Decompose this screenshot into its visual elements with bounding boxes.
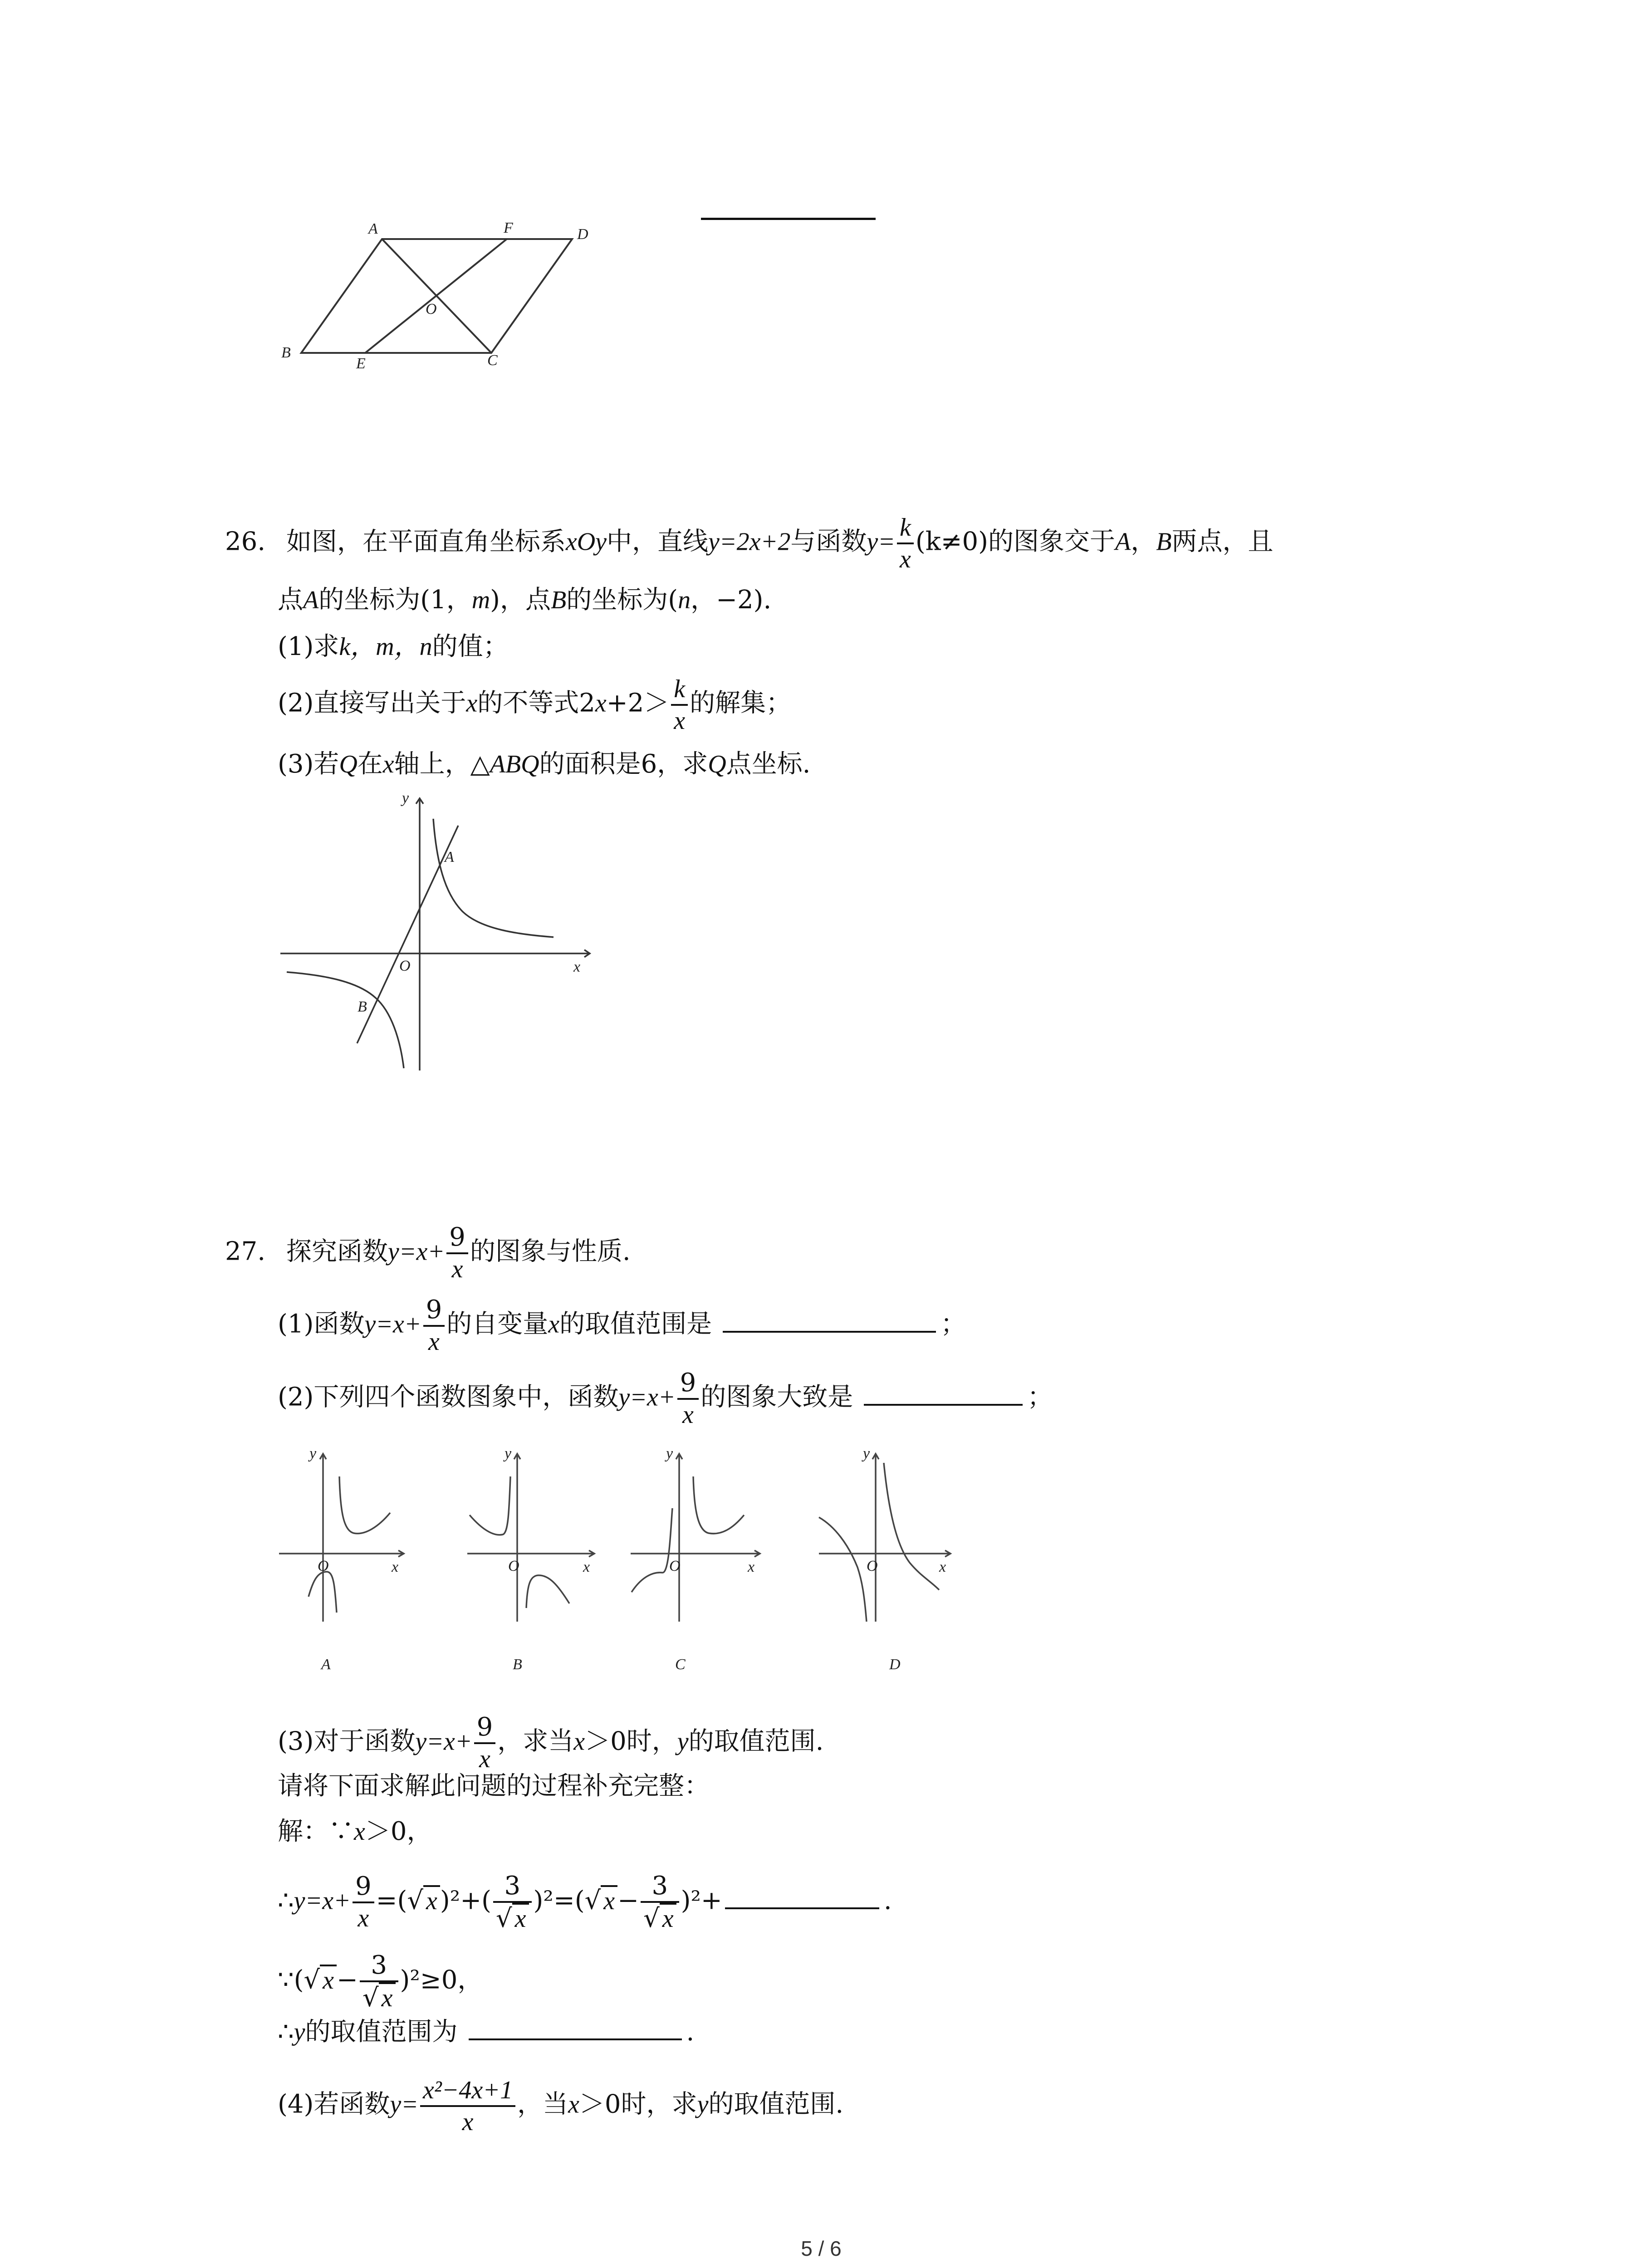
graph-a bbox=[279, 1454, 404, 1622]
graph-c-caption: C bbox=[675, 1656, 686, 1673]
label-o: O bbox=[426, 301, 437, 318]
label-f: F bbox=[504, 220, 513, 236]
q27-line1: 27. 探究函数y=x+ $\frac{9}{x}$ 的图象与性质. bbox=[225, 1222, 631, 1283]
graph-d-y-label: y bbox=[863, 1445, 870, 1462]
page-number: 5 / 6 bbox=[801, 2237, 842, 2260]
q26-ineq-fraction: $\frac{k}{x}$ bbox=[671, 674, 688, 736]
q26-part1: (1)求k，m，n的值； bbox=[278, 632, 509, 661]
q27-part3: (3)对于函数y=x+ $\frac{9}{x}$ ，求当x＞0时，y的取值范围. bbox=[278, 1712, 824, 1773]
q27-part1: (1)函数y=x+ $\frac{9}{x}$ 的自变量x的取值范围是 ； bbox=[278, 1295, 966, 1356]
q27-graphs bbox=[272, 1440, 971, 1685]
q26-point-b-label: B bbox=[358, 998, 367, 1015]
graph-c-y-label: y bbox=[666, 1445, 673, 1462]
graph-d-x-label: x bbox=[939, 1559, 946, 1575]
q26-origin-label: O bbox=[399, 958, 411, 974]
q27-sol-fraction: $\frac{9}{x}$ bbox=[353, 1872, 374, 1933]
q26-fraction-k-over-x: $\frac{k}{x}$ bbox=[897, 513, 914, 574]
graph-b bbox=[467, 1454, 594, 1622]
label-b: B bbox=[281, 344, 291, 361]
graph-d bbox=[819, 1454, 950, 1622]
q27-p3-fraction: $\frac{9}{x}$ bbox=[474, 1712, 496, 1774]
q27-number: 27. bbox=[225, 1237, 266, 1266]
q27-instruction: 请将下面求解此问题的过程补充完整： bbox=[278, 1771, 710, 1801]
q26-axis-x-label: x bbox=[573, 958, 581, 975]
graph-a-x-label: x bbox=[392, 1559, 399, 1575]
graph-b-y-label: y bbox=[505, 1445, 512, 1462]
q27-solution-2: ∴y=x+ $\frac{9}{x}$ =(√ x )²+( $\frac{3}{√ x}$ )²=(√ x − $\frac{3}{√ x}$ )²+ . bbox=[278, 1871, 892, 1933]
q26-axis-y-label: y bbox=[402, 790, 409, 807]
q26-graph bbox=[272, 785, 599, 1075]
label-a: A bbox=[368, 220, 378, 237]
q26-hyperbola-branch-2 bbox=[287, 972, 404, 1068]
graph-b-origin-label: O bbox=[508, 1558, 519, 1574]
q27-solution-4: ∴y的取值范围为 . bbox=[278, 2017, 695, 2047]
segment-ef bbox=[365, 239, 507, 353]
q26-point-a-label: A bbox=[445, 849, 454, 865]
q27-fraction-9-over-x: $\frac{9}{x}$ bbox=[446, 1222, 468, 1284]
q27-p4-fraction: $\frac{\text{x²−4x+1}}{x}$ bbox=[420, 2075, 515, 2137]
q26-line bbox=[357, 826, 458, 1043]
q27-sol-answer-blank[interactable] bbox=[725, 1889, 879, 1909]
graph-c-x-label: x bbox=[748, 1559, 755, 1575]
label-c: C bbox=[487, 352, 498, 369]
graph-b-caption: B bbox=[513, 1656, 522, 1673]
graph-c bbox=[631, 1454, 760, 1622]
top-blank bbox=[701, 181, 876, 220]
q27-p1-answer-blank[interactable] bbox=[723, 1313, 936, 1333]
q27-sol-fraction-3-sqrtx-b: $\frac{3}{√ x}$ bbox=[641, 1871, 679, 1934]
label-e: E bbox=[356, 355, 366, 372]
q26-hyperbola-branch-1 bbox=[433, 819, 554, 937]
graph-a-origin-label: O bbox=[318, 1558, 329, 1574]
q27-part4: (4)若函数y= $\frac{\text{x²−4x+1}}{x}$ ，当x＞0时，求y的取值范围. bbox=[278, 2076, 844, 2136]
graph-c-origin-label: O bbox=[669, 1558, 681, 1574]
q27-solution-3: ∵(√ x − $\frac{3}{√ x}$ )²≥0， bbox=[278, 1950, 483, 2013]
graph-a-y-label: y bbox=[309, 1445, 317, 1462]
q26-part2: (2)直接写出关于x的不等式2x+2＞ $\frac{k}{x}$ 的解集； bbox=[278, 675, 792, 735]
parallelogram-figure bbox=[263, 213, 608, 376]
q26-line1: 26. 如图，在平面直角坐标系xOy中，直线y=2x+2与函数y= $\frac{k}{x}$ (k≠0)的图象交于A，B两点，且 bbox=[225, 513, 1274, 573]
q27-since-fraction: $\frac{3}{√ x}$ bbox=[360, 1950, 398, 2013]
graph-a-caption: A bbox=[321, 1656, 331, 1673]
q27-solution-1: 解：∵x＞0， bbox=[278, 1817, 432, 1846]
q27-part2: (2)下列四个函数图象中，函数y=x+ $\frac{9}{x}$ 的图象大致是 ； bbox=[278, 1368, 1053, 1429]
q26-part3: (3)若Q在x轴上，△ABQ的面积是6，求Q点坐标. bbox=[278, 749, 811, 779]
q27-sol-fraction-3-sqrtx-a: $\frac{3}{√ x}$ bbox=[493, 1871, 532, 1934]
graph-d-origin-label: O bbox=[867, 1558, 878, 1574]
graph-b-x-label: x bbox=[583, 1559, 590, 1575]
q27-range-answer-blank[interactable] bbox=[469, 2020, 682, 2040]
q27-p2-answer-blank[interactable] bbox=[864, 1386, 1023, 1406]
q27-p2-fraction: $\frac{9}{x}$ bbox=[677, 1368, 699, 1430]
q27-p1-fraction: $\frac{9}{x}$ bbox=[423, 1295, 445, 1357]
label-d: D bbox=[577, 226, 588, 243]
q26-number: 26. bbox=[225, 527, 266, 557]
graph-d-caption: D bbox=[889, 1656, 901, 1673]
q26-line2: 点A的坐标为(1，m)，点B的坐标为(n，−2). bbox=[278, 585, 772, 615]
